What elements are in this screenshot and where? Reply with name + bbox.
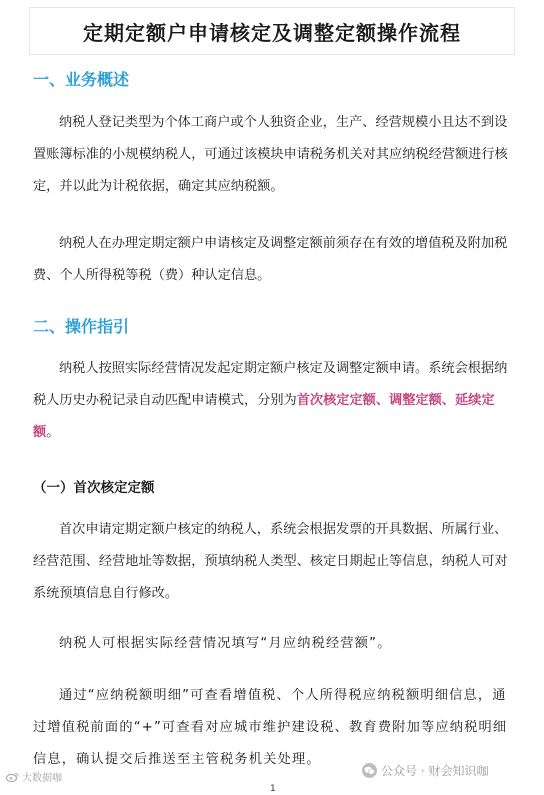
wechat-icon <box>362 763 377 778</box>
guide-paragraph-1 <box>33 353 517 449</box>
watermark-left <box>6 769 62 784</box>
title-box <box>30 8 514 54</box>
guide-paragraph-1-text: 纳税人按照实际经营情况发起定期定额户核定及调整定额申请。系统会根据纳税人历史办税记录自动匹配申请模式，分别为 <box>33 361 508 408</box>
section-heading-guide: 二、操作指引 <box>33 317 130 336</box>
section-heading-overview: 一、业务概述 <box>33 70 130 89</box>
watermark-left-text: 大数据咖 <box>22 773 62 784</box>
page-title: 定期定额户申请核定及调整定额操作流程 <box>83 20 461 45</box>
overview-paragraph-1: 纳税人登记类型为个体工商户或个人独资企业，生产、经营规模小且达不到设置账簿标准的小规模纳税人，可通过该模块申请税务机关对其应纳税经营额进行核定，并以此为计税依据，确定其应纳税额。 <box>33 115 508 194</box>
guide-paragraph-1-end: 。 <box>46 425 60 440</box>
application-modes-highlight: 首次核定定额、调整定额、延续定额 <box>33 393 495 440</box>
first-approval-paragraph-3: 通过“应纳税额明细”可查看增值税、个人所得税应纳税额明细信息，通过增值税前面的“+”可查看对应城市维护建设税、教育费附加等应纳税明细信息，确认提交后推送至主管税务机关处理。 <box>33 688 508 767</box>
weibo-icon <box>6 772 19 782</box>
watermark-right-text: 公众号 · 财会知识咖 <box>381 764 489 778</box>
first-approval-paragraph-1: 首次申请定期定额户核定的纳税人，系统会根据发票的开具数据、所属行业、经营范围、经营地址等数据，预填纳税人类型、核定日期起止等信息，纳税人可对系统预填信息自行修改。 <box>33 522 508 601</box>
page-number: 1 <box>270 784 276 794</box>
watermark-right <box>362 762 488 779</box>
overview-paragraph-2: 纳税人在办理定期定额户申请核定及调整定额前须存在有效的增值税及附加税费、个人所得税等税（费）种认定信息。 <box>33 236 508 283</box>
first-approval-paragraph-2: 纳税人可根据实际经营情况填写“月应纳税经营额”。 <box>59 636 392 651</box>
subsection-heading-first-approval: （一）首次核定定额 <box>33 480 155 496</box>
